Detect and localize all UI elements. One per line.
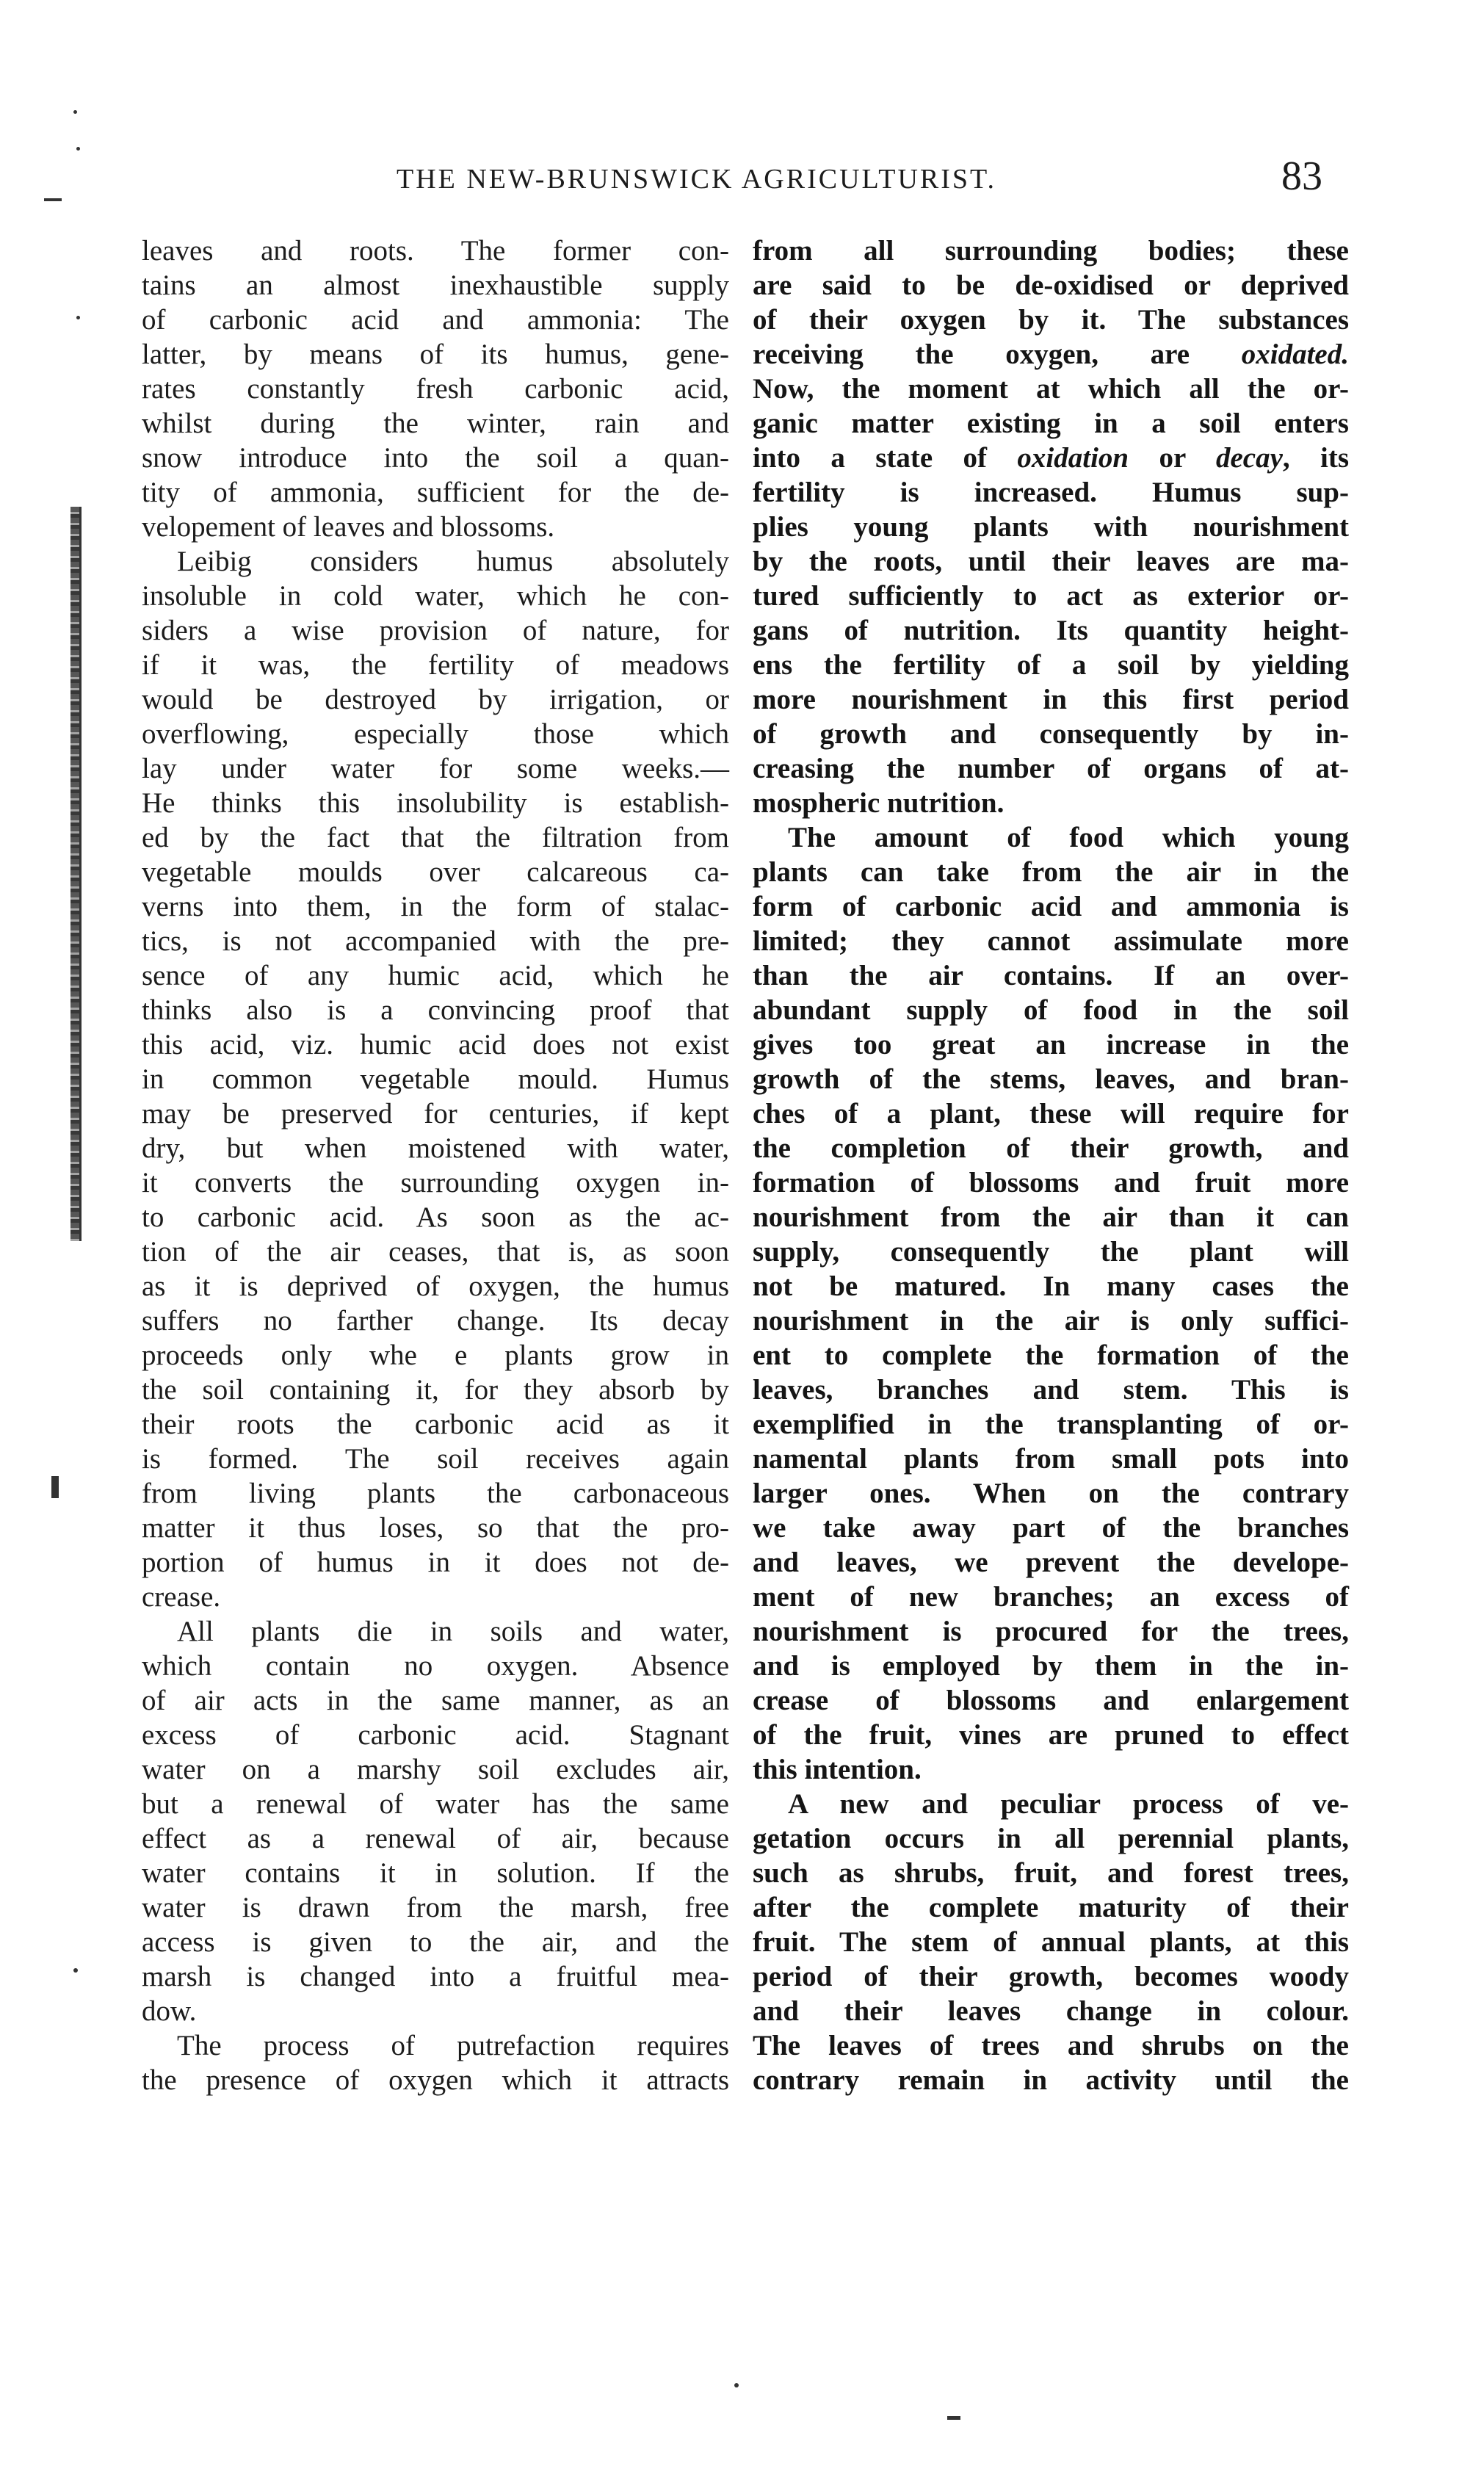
text-line: nourishment in the air is only suffici- [753,1305,1349,1337]
text-line: but a renewal of water has the same [142,1788,729,1820]
text-line: nourishment from the air than it can [753,1201,1349,1233]
text-line: this acid, viz. humic acid does not exist [142,1029,729,1060]
text-run: into a state of [753,442,1018,474]
text-line: verns into them, in the form of stalac- [142,891,729,922]
text-line: dry, but when moistened with water, [142,1132,729,1164]
text-line: are said to be de-oxidised or deprived [753,270,1349,301]
text-line: is formed. The soil receives again [142,1443,729,1475]
text-line: and their leaves change in colour. [753,1995,1349,2027]
text-line: tity of ammonia, sufficient for the de- [142,477,729,508]
text-line: formation of blossoms and fruit more [753,1167,1349,1199]
text-line: leaves, branches and stem. This is [753,1374,1349,1406]
text-line: sence of any humic acid, which he [142,960,729,991]
text-line: The process of putrefaction requires [177,2030,729,2061]
text-run: receiving the oxygen, are [753,339,1242,370]
text-line: rates constantly fresh carbonic acid, [142,373,729,405]
text-line: we take away part of the branches [753,1512,1349,1544]
text-line: latter, by means of its humus, gene- [142,339,729,370]
text-line [753,337,1349,372]
text-line: of growth and consequently by in- [753,718,1349,750]
text-line: marsh is changed into a fruitful mea- [142,1961,729,1992]
text-line: supply, consequently the plant will [753,1236,1349,1268]
text-line: suffers no farther change. Its decay [142,1305,729,1337]
text-line: ent to complete the formation of the [753,1340,1349,1371]
text-line: portion of humus in it does not de- [142,1547,729,1578]
margin-mark [44,198,62,201]
text-line: tion of the air ceases, that is, as soon [142,1236,729,1268]
text-line: exemplified in the transplanting of or- [753,1409,1349,1440]
text-line: which contain no oxygen. Absence [142,1650,729,1682]
text-line: and leaves, we prevent the develope- [753,1547,1349,1578]
text-line: to carbonic acid. As soon as the ac- [142,1201,729,1233]
text-line: such as shrubs, fruit, and forest trees, [753,1857,1349,1889]
italic-term: decay [1215,442,1283,474]
text-line: proceeds only whe e plants grow in [142,1340,729,1371]
text-line: as it is deprived of oxygen, the humus [142,1270,729,1302]
text-line: nourishment is procured for the trees, [753,1616,1349,1647]
text-line: the presence of oxygen which it attracts [142,2064,729,2096]
text-line: of their oxygen by it. The substances [753,304,1349,336]
text-line: namental plants from small pots into [753,1443,1349,1475]
text-line: abundant supply of food in the soil [753,994,1349,1026]
text-line: the completion of their growth, and [753,1132,1349,1164]
text-line: snow introduce into the soil a quan- [142,442,729,474]
text-line: from living plants the carbonaceous [142,1478,729,1509]
margin-mark [947,2416,960,2420]
text-line: All plants die in soils and water, [177,1616,729,1647]
text-line: if it was, the fertility of meadows [142,649,729,681]
text-line: contrary remain in activity until the [753,2064,1349,2096]
text-line: effect as a renewal of air, because [142,1823,729,1854]
margin-mark [76,316,80,319]
text-line: getation occurs in all perennial plants, [753,1823,1349,1854]
margin-mark [51,1476,59,1498]
text-line: of air acts in the same manner, as an [142,1685,729,1716]
text-line: dow. [142,1995,197,2027]
text-line: may be preserved for centuries, if kept [142,1098,729,1129]
text-line: The amount of food which young [788,822,1349,853]
italic-term: oxidated. [1241,339,1349,370]
text-line: insoluble in cold water, which he con- [142,580,729,612]
text-line: limited; they cannot assimulate more [753,925,1349,957]
margin-mark [73,110,77,114]
text-line: fruit. The stem of annual plants, at this [753,1926,1349,1958]
text-line: crease. [142,1581,221,1613]
text-line: ed by the fact that the filtration from [142,822,729,853]
text-line: by the roots, until their leaves are ma- [753,546,1349,577]
italic-term: oxidation [1017,442,1129,474]
text-line [753,441,1349,475]
text-line: crease of blossoms and enlargement [753,1685,1349,1716]
text-line: siders a wise provision of nature, for [142,615,729,646]
text-line: after the complete maturity of their [753,1892,1349,1923]
margin-mark [734,2383,739,2387]
text-line: fertility is increased. Humus sup- [753,477,1349,508]
text-line: water contains it in solution. If the [142,1857,729,1889]
text-line: whilst during the winter, rain and [142,408,729,439]
text-line: water is drawn from the marsh, free [142,1892,729,1923]
text-line: thinks also is a convincing proof that [142,994,729,1026]
text-line: overflowing, especially those which [142,718,729,750]
text-line: more nourishment in this first period [753,684,1349,715]
page-header [0,153,1484,204]
text-line: than the air contains. If an over- [753,960,1349,991]
text-line: form of carbonic acid and ammonia is [753,891,1349,922]
text-line: would be destroyed by irrigation, or [142,684,729,715]
left-column [142,234,729,2097]
text-line: leaves and roots. The former con- [142,235,729,267]
text-line: the soil containing it, for they absorb by [142,1374,729,1406]
text-line: growth of the stems, leaves, and bran- [753,1063,1349,1095]
text-line: and is employed by them in the in- [753,1650,1349,1682]
text-line: excess of carbonic acid. Stagnant [142,1719,729,1751]
text-line: tains an almost inexhaustible supply [142,270,729,301]
text-line: in common vegetable mould. Humus [142,1063,729,1095]
page-number: 83 [1281,153,1322,199]
text-line: creasing the number of organs of at- [753,753,1349,784]
margin-mark [73,1968,78,1973]
running-title: THE NEW-BRUNSWICK AGRICULTURIST. [397,164,996,195]
text-line: access is given to the air, and the [142,1926,729,1958]
margin-rule [79,507,82,1241]
text-line: ment of new branches; an excess of [753,1581,1349,1613]
text-line: tics, is not accompanied with the pre- [142,925,729,957]
text-line: Now, the moment at which all the or- [753,373,1349,405]
text-run: , its [1282,442,1350,474]
text-line: water on a marshy soil excludes air, [142,1754,729,1785]
text-run: or [1129,442,1216,474]
text-line: not be matured. In many cases the [753,1270,1349,1302]
text-line: ganic matter existing in a soil enters [753,408,1349,439]
text-line: ens the fertility of a soil by yielding [753,649,1349,681]
text-line: A new and peculiar process of ve- [788,1788,1349,1820]
text-line: He thinks this insolubility is establish- [142,787,729,819]
binding-edge [70,507,79,1241]
text-line: of carbonic acid and ammonia: The [142,304,729,336]
text-line: from all surrounding bodies; these [753,235,1349,267]
right-column [753,234,1349,2097]
text-line: lay under water for some weeks.— [142,753,729,784]
text-line: mospheric nutrition. [753,787,1005,819]
text-line: this intention. [753,1754,922,1785]
text-line: gives too great an increase in the [753,1029,1349,1060]
margin-mark [76,147,80,151]
text-line: larger ones. When on the contrary [753,1478,1349,1509]
text-line: matter it thus loses, so that the pro- [142,1512,729,1544]
text-line: plies young plants with nourishment [753,511,1349,543]
text-line: their roots the carbonic acid as it [142,1409,729,1440]
text-line: Leibig considers humus absolutely [177,546,729,577]
text-line: plants can take from the air in the [753,856,1349,888]
text-line: velopement of leaves and blossoms. [142,511,555,543]
text-line: The leaves of trees and shrubs on the [753,2030,1349,2061]
text-line: it converts the surrounding oxygen in- [142,1167,729,1199]
text-line: gans of nutrition. Its quantity height- [753,615,1349,646]
text-line: ches of a plant, these will require for [753,1098,1349,1129]
text-line: period of their growth, becomes woody [753,1961,1349,1992]
text-line: tured sufficiently to act as exterior or- [753,580,1349,612]
text-line: vegetable moulds over calcareous ca- [142,856,729,888]
text-line: of the fruit, vines are pruned to effect [753,1719,1349,1751]
